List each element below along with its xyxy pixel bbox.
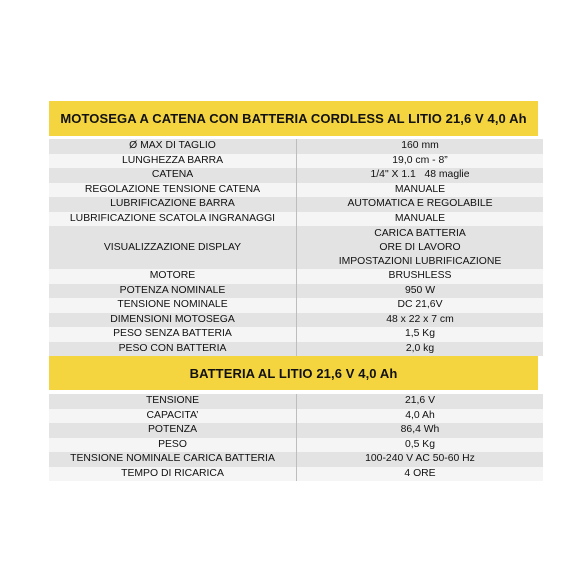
table-row — [49, 212, 543, 227]
chainsaw-spec-table — [49, 139, 543, 356]
table-row — [49, 423, 543, 438]
table-row — [49, 284, 543, 299]
spec-value-line: IMPOSTAZIONI LUBRIFICAZIONE — [338, 255, 502, 267]
table-row — [49, 269, 543, 284]
spec-value-multiline — [297, 226, 544, 269]
spec-label: CAPACITA’ — [49, 409, 297, 424]
table-row — [49, 154, 543, 169]
spec-sheet — [49, 101, 538, 481]
table-row — [49, 438, 543, 453]
section-title-battery: BATTERIA AL LITIO 21,6 V 4,0 Ah — [49, 356, 538, 390]
spec-label: LUBRIFICAZIONE SCATOLA INGRANAGGI — [49, 212, 297, 227]
spec-label: PESO CON BATTERIA — [49, 342, 297, 357]
spec-value: MANUALE — [297, 183, 544, 198]
spec-value: 48 x 22 x 7 cm — [297, 313, 544, 328]
spec-value: 21,6 V — [297, 394, 544, 409]
spec-label: PESO — [49, 438, 297, 453]
table-row — [49, 197, 543, 212]
spec-label: DIMENSIONI MOTOSEGA — [49, 313, 297, 328]
table-row — [49, 467, 543, 482]
spec-label: LUBRIFICAZIONE BARRA — [49, 197, 297, 212]
spec-value: 86,4 Wh — [297, 423, 544, 438]
spec-label: PESO SENZA BATTERIA — [49, 327, 297, 342]
spec-value: DC 21,6V — [297, 298, 544, 313]
spec-value: MANUALE — [297, 212, 544, 227]
table-row — [49, 313, 543, 328]
table-row — [49, 452, 543, 467]
spec-value: 0,5 Kg — [297, 438, 544, 453]
table-row — [49, 226, 543, 269]
spec-label: TEMPO DI RICARICA — [49, 467, 297, 482]
spec-label: Ø MAX DI TAGLIO — [49, 139, 297, 154]
spec-value: 1,5 Kg — [297, 327, 544, 342]
spec-label: LUNGHEZZA BARRA — [49, 154, 297, 169]
spec-value: 19,0 cm - 8” — [297, 154, 544, 169]
table-row — [49, 139, 543, 154]
spec-value: 950 W — [297, 284, 544, 299]
section-title-chainsaw: MOTOSEGA A CATENA CON BATTERIA CORDLESS AL LITIO 21,6 V 4,0 Ah — [49, 101, 538, 136]
spec-label: VISUALIZZAZIONE DISPLAY — [49, 226, 297, 269]
spec-value: AUTOMATICA E REGOLABILE — [297, 197, 544, 212]
table-row — [49, 327, 543, 342]
spec-value: 4,0 Ah — [297, 409, 544, 424]
table-row — [49, 168, 543, 183]
table-row — [49, 342, 543, 357]
spec-label: CATENA — [49, 168, 297, 183]
spec-value-line: CARICA BATTERIA — [374, 227, 466, 239]
spec-label: TENSIONE NOMINALE — [49, 298, 297, 313]
spec-value: 4 ORE — [297, 467, 544, 482]
battery-spec-table — [49, 394, 543, 481]
table-row — [49, 409, 543, 424]
spec-label: POTENZA — [49, 423, 297, 438]
spec-label: REGOLAZIONE TENSIONE CATENA — [49, 183, 297, 198]
table-row — [49, 298, 543, 313]
spec-value: BRUSHLESS — [297, 269, 544, 284]
spec-label: TENSIONE — [49, 394, 297, 409]
spec-value-line: ORE DI LAVORO — [379, 241, 461, 253]
spec-value: 2,0 kg — [297, 342, 544, 357]
table-row — [49, 183, 543, 198]
table-row — [49, 394, 543, 409]
spec-value: 1/4" X 1.1 48 maglie — [297, 168, 544, 183]
spec-value: 160 mm — [297, 139, 544, 154]
spec-value: 100-240 V AC 50-60 Hz — [297, 452, 544, 467]
spec-label: POTENZA NOMINALE — [49, 284, 297, 299]
spec-label: MOTORE — [49, 269, 297, 284]
spec-label: TENSIONE NOMINALE CARICA BATTERIA — [49, 452, 297, 467]
